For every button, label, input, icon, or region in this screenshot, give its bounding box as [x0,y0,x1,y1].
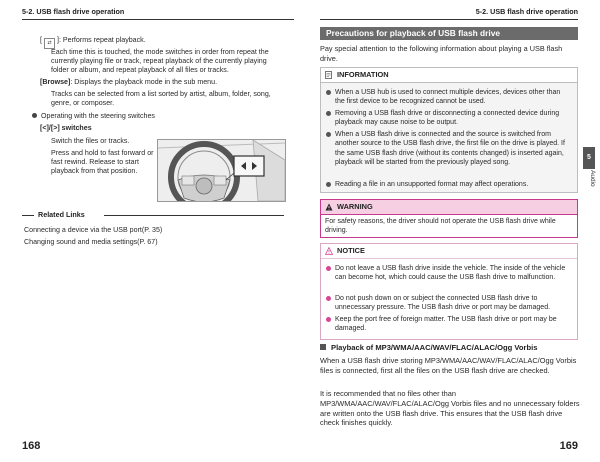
bullet-icon [326,266,331,271]
header-left: 5-2. USB flash drive operation [22,7,125,16]
browse-description: Tracks can be selected from a list sorted by artist, album, folder, song, genre, or composer. [51,90,271,108]
memo-icon [325,71,332,79]
notice-box [320,243,578,340]
playback-paragraph-1: When a USB flash drive storing MP3/WMA/AAC/WAV/FLAC/ALAC/Ogg Vorbis files is connected, first all the files on the USB flash drive are checked. [320,356,577,375]
playback-paragraph-2: It is recommended that no files other than MP3/WMA/AAC/WAV/FLAC/ALAC/Ogg Vorbis files and no unnecessary folders are written onto the USB flash drive. This ensures that the USB flash drive check finishes quickly. [320,389,580,428]
steering-bullet-text: Operating with the steering switches [41,112,155,120]
bullet-icon [326,296,331,301]
repeat-prefix: [ [40,36,42,44]
related-link-sound-settings[interactable]: Changing sound and media settings(P. 67) [24,238,158,246]
notice-item-text: Keep the port free of foreign matter. The USB flash drive or port may be damaged. [335,316,557,333]
playback-heading [320,343,537,352]
square-bullet-icon [320,344,326,350]
browse-rest: : Displays the playback mode in the sub menu. [70,78,218,86]
header-rule-right [320,19,578,20]
information-box [320,67,578,193]
info-item [335,130,571,167]
info-item [335,180,571,189]
info-item-text: When a USB hub is used to connect multiple devices, devices other than the first device to be recognized cannot be used. [335,89,561,106]
notice-item-text: Do not push down on or subject the connected USB flash drive to unnecessary pressure. The USB flash drive or port may be damaged. [335,295,551,312]
info-item [335,109,571,128]
browse-line [40,78,280,87]
bullet-icon [326,317,331,322]
warning-title: WARNING [337,202,373,211]
related-links-title: Related Links [38,210,85,219]
repeat-icon: ⇄ [44,38,55,49]
playback-title: Playback of MP3/WMA/AAC/WAV/FLAC/ALAC/Ogg Vorbis [331,343,538,352]
bullet-icon [326,182,331,187]
notice-title: NOTICE [337,246,365,255]
info-item [335,88,571,107]
information-title: INFORMATION [337,70,389,79]
notice-header [321,244,577,259]
bullet-icon [326,132,331,137]
notice-item [335,315,571,334]
warning-box [320,199,578,238]
warning-header [321,200,577,215]
warning-icon [325,203,333,211]
switches-title: [<]/[>] switches [40,124,92,132]
header-rule-left [22,19,294,20]
notice-item [335,294,571,313]
repeat-description: Each time this is touched, the mode switches in order from repeat the currently playing file or track, repeat playback of the currently playing folder or album, and repeat playback of all files or tracks. [51,48,269,75]
info-item-text: Removing a USB flash drive or disconnecting a connected device during playback may cause noise to be output. [335,110,560,127]
switch-line-1: Switch the files or tracks. [51,137,130,145]
notice-icon [325,247,333,255]
notice-item [335,264,571,283]
chapter-tab-label: Audio [589,170,596,187]
switch-line-2: Press and hold to fast forward or fast rewind. Release to start playback from that position. [51,149,154,176]
bullet-icon [326,90,331,95]
header-right: 5-2. USB flash drive operation [475,7,578,16]
steering-bullet-line [32,112,155,121]
warning-text: For safety reasons, the driver should not operate the USB flash drive while driving. [325,218,556,235]
steering-wheel-illustration [157,139,286,202]
related-links-header [22,210,284,220]
information-header [321,68,577,83]
repeat-suffix: ]: Performs repeat playback. [56,36,146,44]
chapter-tab: 5 [583,147,595,169]
notice-item-text: Do not leave a USB flash drive inside the vehicle. The inside of the vehicle can become hot, which could cause the USB flash drive to malfunction. [335,265,566,282]
info-item-text: When a USB flash drive is connected and the source is switched from another source to the USB flash drive, the first file on the drive is played. If the same USB flash drive (without its contents changed) is inserted again, playback will be started from the previously played song. [335,131,565,166]
steering-wheel-icon [158,140,285,201]
bullet-icon [32,113,37,118]
browse-label: [Browse] [40,78,71,86]
page-number-right: 169 [559,440,578,452]
related-rule-left [22,215,34,216]
section-title: Precautions for playback of USB flash drive [320,27,578,40]
page-number-left: 168 [22,440,41,452]
bullet-icon [326,111,331,116]
info-item-text: Reading a file in an unsupported format may affect operations. [335,181,529,188]
related-rule-right [104,215,284,216]
related-link-usb-port[interactable]: Connecting a device via the USB port(P. 35) [24,226,163,234]
section-intro: Pay special attention to the following information about playing a USB flash drive. [320,44,563,63]
